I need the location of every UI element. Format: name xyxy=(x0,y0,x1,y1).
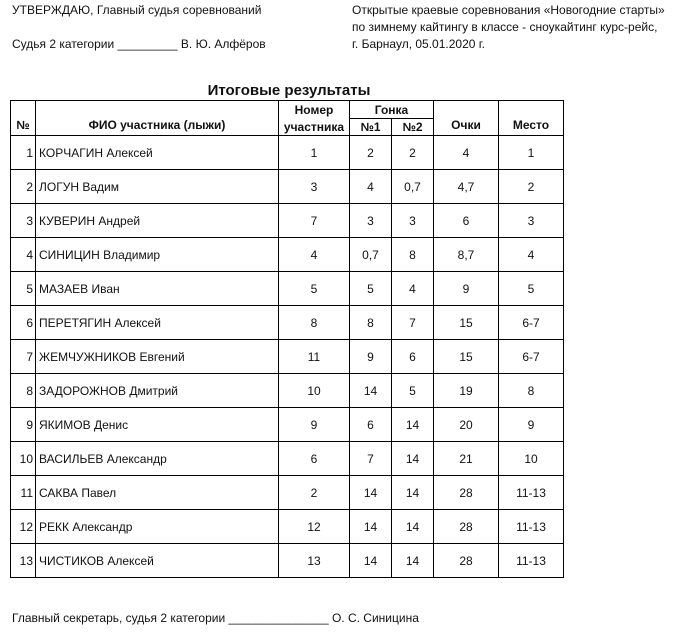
cell-race1: 0,7 xyxy=(350,238,392,272)
cell-rank: 13 xyxy=(11,544,36,578)
cell-points: 19 xyxy=(434,374,499,408)
cell-participant-number: 4 xyxy=(279,238,350,272)
cell-place: 11-13 xyxy=(499,476,564,510)
cell-rank: 4 xyxy=(11,238,36,272)
col-header-num: № xyxy=(11,101,36,136)
cell-participant-name: МАЗАЕВ Иван xyxy=(36,272,279,306)
cell-points: 15 xyxy=(434,340,499,374)
cell-points: 28 xyxy=(434,476,499,510)
cell-race1: 9 xyxy=(350,340,392,374)
cell-race1: 14 xyxy=(350,476,392,510)
cell-participant-name: ЖЕМЧУЖНИКОВ Евгений xyxy=(36,340,279,374)
table-row xyxy=(11,408,564,442)
cell-race1: 4 xyxy=(350,170,392,204)
cell-place: 10 xyxy=(499,442,564,476)
cell-participant-number: 6 xyxy=(279,442,350,476)
col-header-race: Гонка xyxy=(350,101,434,119)
cell-race1: 6 xyxy=(350,408,392,442)
table-row xyxy=(11,374,564,408)
cell-participant-name: КУВЕРИН Андрей xyxy=(36,204,279,238)
col-header-race2: №2 xyxy=(392,119,434,136)
cell-participant-number: 11 xyxy=(279,340,350,374)
cell-place: 8 xyxy=(499,374,564,408)
cell-rank: 11 xyxy=(11,476,36,510)
cell-participant-number: 3 xyxy=(279,170,350,204)
cell-rank: 7 xyxy=(11,340,36,374)
cell-race1: 14 xyxy=(350,544,392,578)
cell-race2: 14 xyxy=(392,476,434,510)
cell-rank: 9 xyxy=(11,408,36,442)
cell-points: 8,7 xyxy=(434,238,499,272)
cell-place: 6-7 xyxy=(499,306,564,340)
cell-participant-number: 8 xyxy=(279,306,350,340)
cell-race2: 5 xyxy=(392,374,434,408)
cell-participant-name: ВАСИЛЬЕВ Александр xyxy=(36,442,279,476)
cell-participant-name: САКВА Павел xyxy=(36,476,279,510)
cell-participant-number: 10 xyxy=(279,374,350,408)
col-header-race1: №1 xyxy=(350,119,392,136)
col-header-place: Место xyxy=(499,101,564,136)
event-location-date-line: г. Барнаул, 05.01.2020 г. xyxy=(352,37,486,51)
col-header-participant-no-line2: участника xyxy=(283,119,345,134)
table-row xyxy=(11,340,564,374)
cell-points: 20 xyxy=(434,408,499,442)
table-row xyxy=(11,476,564,510)
cell-race2: 14 xyxy=(392,408,434,442)
table-row xyxy=(11,238,564,272)
cell-points: 4,7 xyxy=(434,170,499,204)
cell-race2: 2 xyxy=(392,136,434,170)
cell-race1: 14 xyxy=(350,510,392,544)
cell-race2: 0,7 xyxy=(392,170,434,204)
cell-participant-name: ЗАДОРОЖНОВ Дмитрий xyxy=(36,374,279,408)
col-header-participant-no xyxy=(279,101,350,136)
event-discipline-line: по зимнему кайтингу в классе - сноукайтинг курс-рейс, xyxy=(352,20,658,34)
cell-race1: 5 xyxy=(350,272,392,306)
cell-participant-name: КОРЧАГИН Алексей xyxy=(36,136,279,170)
cell-race2: 4 xyxy=(392,272,434,306)
cell-race2: 3 xyxy=(392,204,434,238)
cell-place: 4 xyxy=(499,238,564,272)
table-row xyxy=(11,442,564,476)
cell-place: 1 xyxy=(499,136,564,170)
cell-place: 5 xyxy=(499,272,564,306)
cell-participant-number: 1 xyxy=(279,136,350,170)
cell-race1: 3 xyxy=(350,204,392,238)
cell-race2: 8 xyxy=(392,238,434,272)
col-header-name: ФИО участника (лыжи) xyxy=(36,101,279,136)
cell-place: 11-13 xyxy=(499,544,564,578)
table-row xyxy=(11,170,564,204)
table-row xyxy=(11,544,564,578)
col-header-participant-no-line1: Номер xyxy=(294,102,334,117)
cell-rank: 12 xyxy=(11,510,36,544)
cell-participant-number: 13 xyxy=(279,544,350,578)
cell-points: 28 xyxy=(434,544,499,578)
cell-points: 6 xyxy=(434,204,499,238)
cell-participant-number: 7 xyxy=(279,204,350,238)
cell-points: 15 xyxy=(434,306,499,340)
page-title: Итоговые результаты xyxy=(207,82,371,99)
cell-participant-name: ЧИСТИКОВ Алексей xyxy=(36,544,279,578)
cell-place: 6-7 xyxy=(499,340,564,374)
cell-race2: 7 xyxy=(392,306,434,340)
cell-place: 3 xyxy=(499,204,564,238)
cell-participant-number: 12 xyxy=(279,510,350,544)
table-row xyxy=(11,510,564,544)
approval-line: УТВЕРЖДАЮ, Главный судья соревнований xyxy=(12,3,262,17)
cell-participant-name: ЛОГУН Вадим xyxy=(36,170,279,204)
cell-participant-name: ПЕРЕТЯГИН Алексей xyxy=(36,306,279,340)
cell-points: 4 xyxy=(434,136,499,170)
cell-rank: 6 xyxy=(11,306,36,340)
cell-points: 9 xyxy=(434,272,499,306)
cell-place: 2 xyxy=(499,170,564,204)
cell-points: 21 xyxy=(434,442,499,476)
cell-place: 9 xyxy=(499,408,564,442)
cell-race2: 14 xyxy=(392,442,434,476)
cell-place: 11-13 xyxy=(499,510,564,544)
table-row xyxy=(11,136,564,170)
cell-rank: 2 xyxy=(11,170,36,204)
cell-participant-name: СИНИЦИН Владимир xyxy=(36,238,279,272)
table-row xyxy=(11,272,564,306)
col-header-points: Очки xyxy=(434,101,499,136)
event-name-line: Открытые краевые соревнования «Новогодние старты» xyxy=(352,3,665,17)
cell-rank: 5 xyxy=(11,272,36,306)
secretary-signature-line: Главный секретарь, судья 2 категории _______________ О. С. Синицина xyxy=(12,611,419,625)
cell-participant-number: 2 xyxy=(279,476,350,510)
table-row xyxy=(11,204,564,238)
cell-race2: 14 xyxy=(392,510,434,544)
cell-participant-name: ЯКИМОВ Денис xyxy=(36,408,279,442)
cell-rank: 8 xyxy=(11,374,36,408)
cell-race1: 14 xyxy=(350,374,392,408)
cell-race1: 7 xyxy=(350,442,392,476)
cell-race1: 2 xyxy=(350,136,392,170)
cell-rank: 1 xyxy=(11,136,36,170)
cell-race2: 6 xyxy=(392,340,434,374)
cell-participant-name: РЕКК Александр xyxy=(36,510,279,544)
cell-rank: 3 xyxy=(11,204,36,238)
chief-judge-signature-line: Судья 2 категории _________ В. Ю. Алфёров xyxy=(12,37,266,51)
cell-rank: 10 xyxy=(11,442,36,476)
table-header-row xyxy=(11,101,564,119)
results-table xyxy=(10,100,564,578)
cell-race2: 14 xyxy=(392,544,434,578)
cell-participant-number: 9 xyxy=(279,408,350,442)
cell-participant-number: 5 xyxy=(279,272,350,306)
table-row xyxy=(11,306,564,340)
cell-points: 28 xyxy=(434,510,499,544)
cell-race1: 8 xyxy=(350,306,392,340)
